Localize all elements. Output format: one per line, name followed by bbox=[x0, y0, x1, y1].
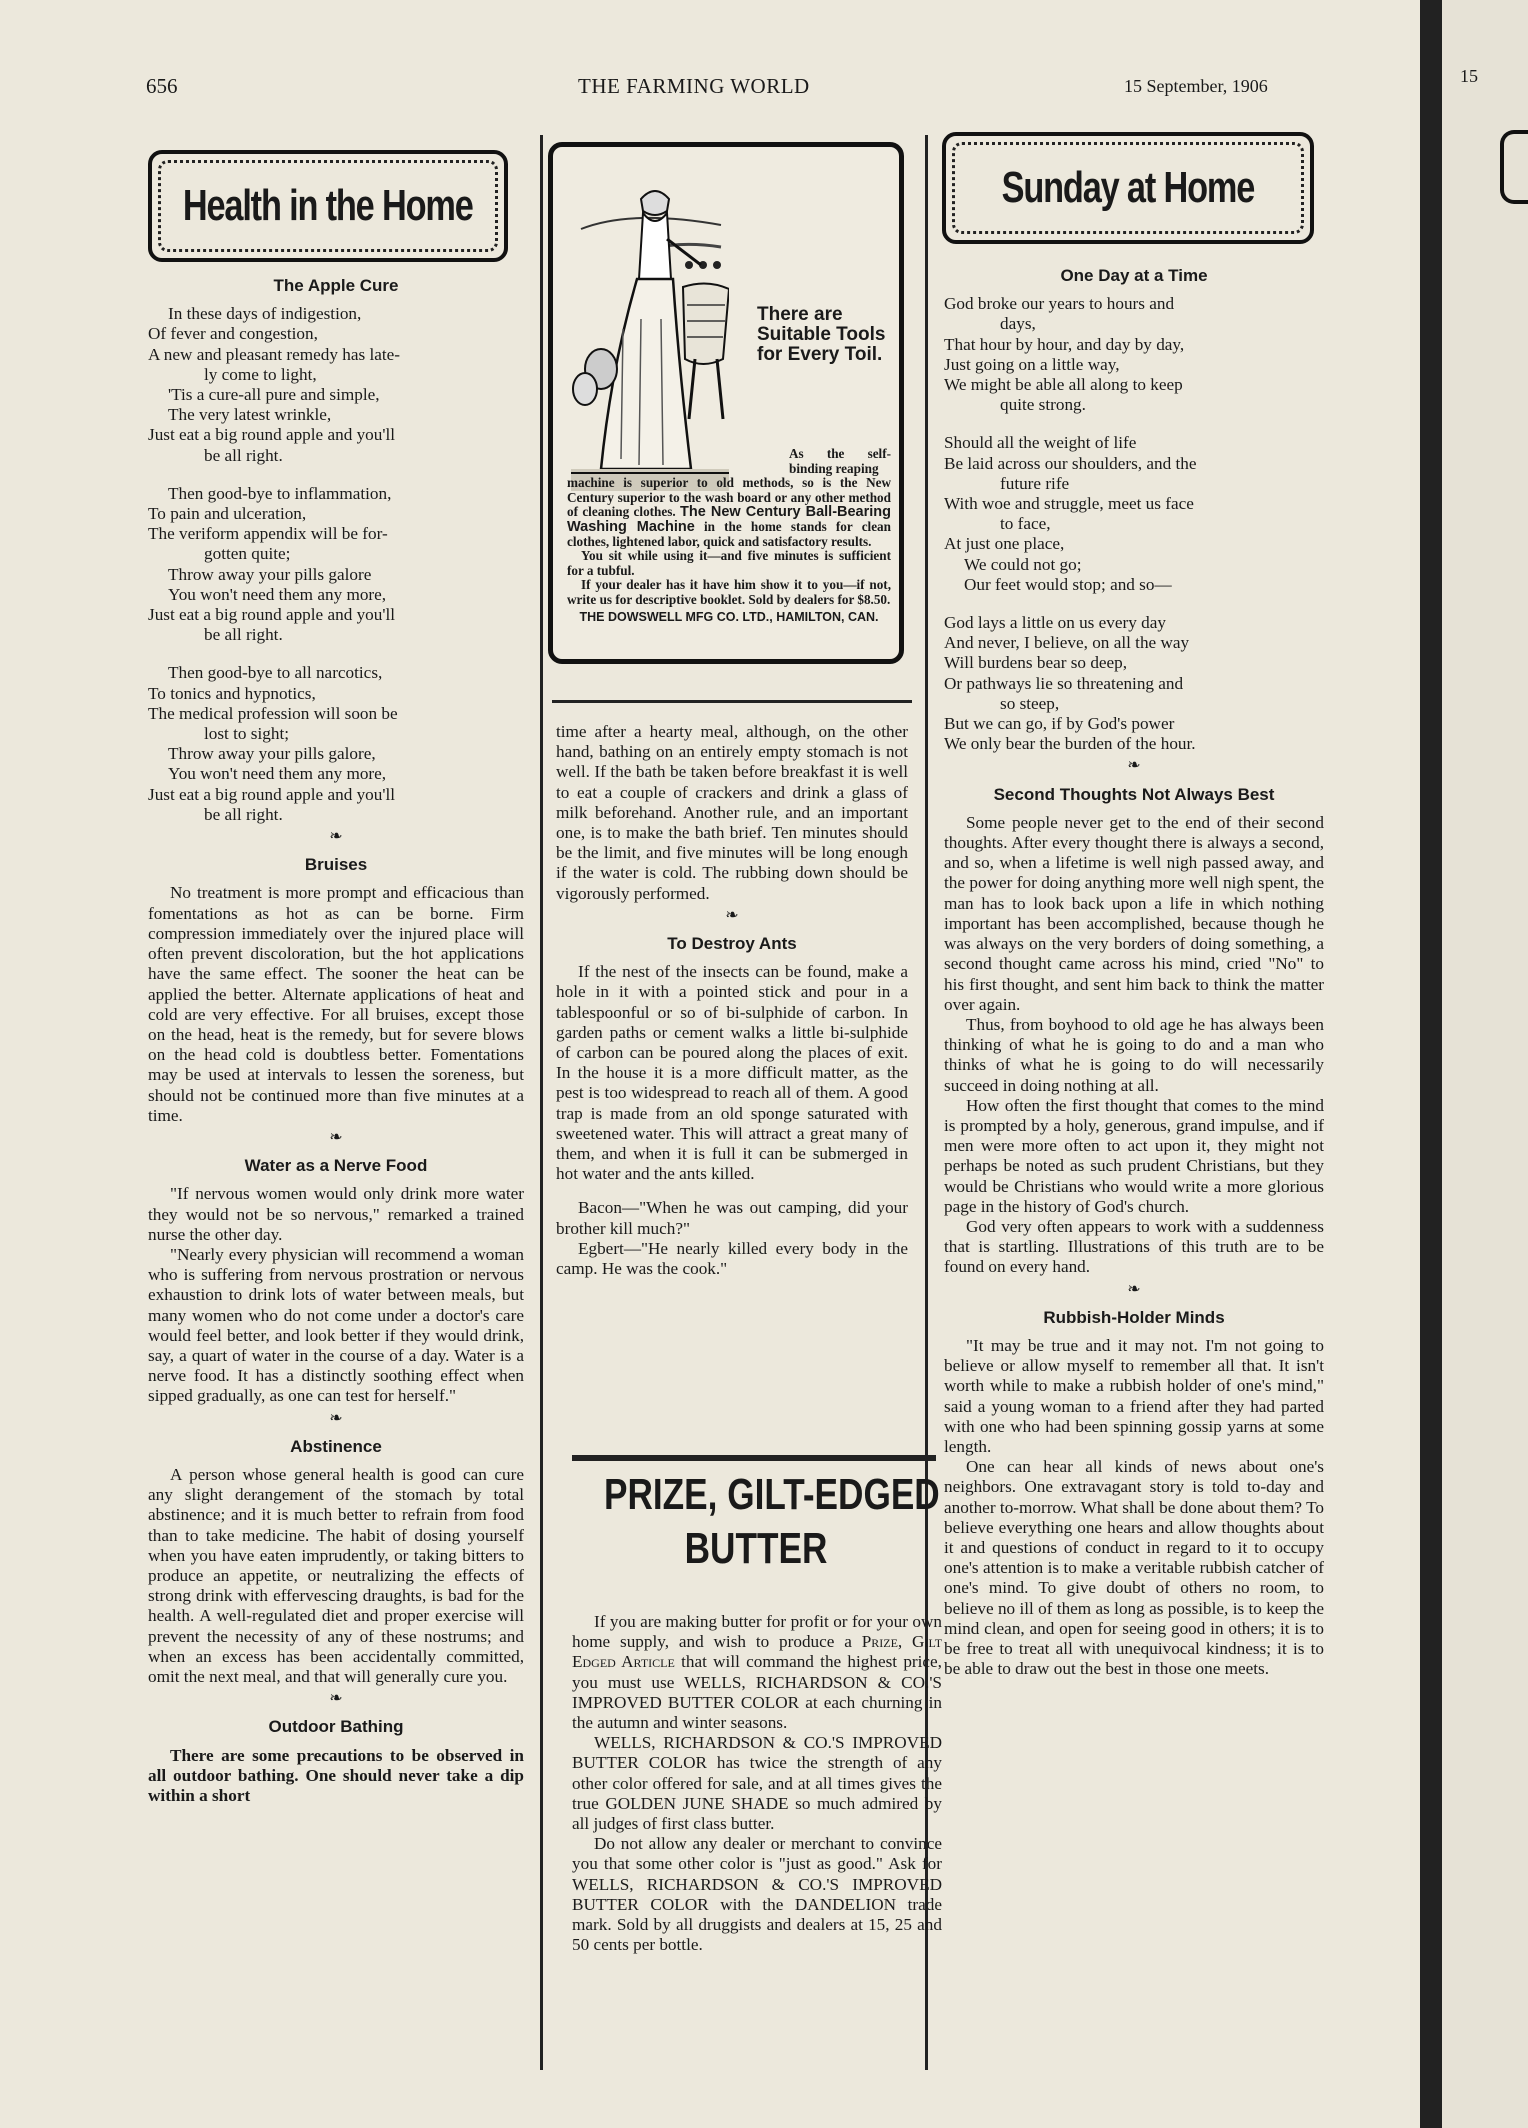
washer-advertisement bbox=[548, 142, 904, 664]
joke-line-1: Bacon—"When he was out camping, did your brother kill much?" bbox=[556, 1198, 908, 1238]
poem-line: be all right. bbox=[204, 804, 283, 824]
washer-lead: As the self-binding reaping bbox=[789, 446, 891, 476]
poem-line: With woe and struggle, meet us face bbox=[944, 494, 1194, 514]
water-para-1: "If nervous women would only drink more water they would not be so nervous," remarked a trained nurse the other day. bbox=[148, 1184, 524, 1244]
poem-line: But we can go, if by God's power bbox=[944, 714, 1175, 734]
second-thoughts-heading: Second Thoughts Not Always Best bbox=[993, 784, 1275, 804]
washer-ad-text bbox=[567, 446, 892, 624]
column-rule-left bbox=[540, 135, 543, 2070]
poem-line: days, bbox=[1000, 314, 1036, 334]
fleuron-icon: ❧ bbox=[1127, 757, 1141, 775]
poem-line: You won't need them any more, bbox=[168, 584, 387, 604]
poem-line: Our feet would stop; and so— bbox=[964, 574, 1172, 594]
poem-line: Just going on a little way, bbox=[944, 354, 1120, 374]
washer-body-1: machine is superior to old methods, so is the New Century superior to the wash board or any other method of cleaning clothes. bbox=[567, 475, 891, 520]
poem-line: Or pathways lie so threatening and bbox=[944, 673, 1184, 693]
washer-body-4: If your dealer has it have him show it to you—if not, write us for descriptive booklet. Sold by dealers for $8.50. bbox=[567, 577, 891, 607]
butter-ad-text bbox=[572, 1612, 942, 1955]
fleuron-icon: ❧ bbox=[329, 828, 343, 846]
poem-line: Just eat a big round apple and you'll bbox=[148, 425, 396, 445]
poem-line: lost to sight; bbox=[204, 724, 289, 744]
outdoor-heading: Outdoor Bathing bbox=[268, 1717, 404, 1737]
bathing-continued-text: time after a hearty meal, although, on the other hand, bathing on an entirely empty stomach is not well. If the bath be taken before breakfast it is well to eat a couple of crackers and drink a glass of milk beforehand. Another rule, and an important one, is to make the bath brief. Ten minutes should be the limit, and five minutes will be long enough if the water is cold. The rubbing down should be vigorously performed. bbox=[556, 722, 908, 903]
poem-line: To tonics and hypnotics, bbox=[148, 683, 316, 703]
poem-line: We could not go; bbox=[964, 554, 1082, 574]
joke-line-2: Egbert—"He nearly killed every body in the camp. He was the cook." bbox=[556, 1238, 908, 1279]
poem-line: Of fever and congestion, bbox=[148, 324, 318, 344]
poem-line: We might be able all along to keep bbox=[944, 375, 1183, 395]
poem-line: Then good-bye to all narcotics, bbox=[168, 663, 383, 683]
fleuron-icon: ❧ bbox=[725, 906, 739, 924]
ants-text: If the nest of the insects can be found, make a hole in it with a pointed stick and pour in a tablespoonful or so of bi-sulphide of carbon. In garden paths or cement walks a little bi-sulphide of carbon can be poured along the places of exit. In the house it is a more difficult matter, as the pest is too widespread to reach all of them. A good trap is made from an old sponge saturated with sweetened water. This will attract a great many of them, and when it is full it can be submerged in hot water and the ants killed. bbox=[556, 962, 908, 1184]
second-para-1: Some people never get to the end of their second thoughts. After every thought there is always a second, and so, when a lifetime is well nigh passed away, and the power for doing anything more well nigh spent, the man has to look back upon a life in which nothing important has been accomplished, because though he was always on the very borders of doing something, a second thought came across his mind, cried "No" to his first thought, and sent him back to think the matter over again. bbox=[944, 812, 1324, 1014]
adjacent-banner-edge bbox=[1500, 130, 1528, 204]
washer-body-2: in the home stands for clean clothes, lightened labor, quick and satisfactory results. bbox=[567, 518, 891, 549]
poem-line: Be laid across our shoulders, and the bbox=[944, 453, 1197, 473]
poem-line: so steep, bbox=[1000, 693, 1060, 713]
butter-para-3: Do not allow any dealer or merchant to convince you that some other color is "just as good." Ask for WELLS, RICHARDSON & CO.'S IMPROVED BUTTER COLOR with the DANDELION trade mark. Sold by all druggists and dealers at 15, 25 and 50 cents per bottle. bbox=[572, 1834, 942, 1955]
apple-cure-heading: The Apple Cure bbox=[273, 276, 399, 295]
fleuron-icon: ❧ bbox=[329, 1128, 343, 1146]
poem-line: Throw away your pills galore bbox=[168, 564, 372, 584]
poem-line: gotten quite; bbox=[204, 544, 291, 564]
one-day-poem bbox=[944, 294, 1324, 754]
butter-para-1 bbox=[572, 1612, 942, 1733]
water-heading: Water as a Nerve Food bbox=[244, 1156, 428, 1176]
apple-cure-poem bbox=[148, 304, 524, 825]
bruises-heading: Bruises bbox=[304, 855, 368, 875]
health-banner-title: Health in the Home bbox=[183, 181, 473, 230]
second-para-3: How often the first thought that comes to the mind is prompted by a holy, generous, grand impulse, and if men were more often to act upon it, they might not perhaps be noted as such prudent Christians, but they would be Christians who would write a more glorious page in the history of God's church. bbox=[944, 1095, 1324, 1216]
butter-para-2: WELLS, RICHARDSON & CO.'S IMPROVED BUTTER COLOR has twice the strength of any other color offered for sale, and at all times gives the true GOLDEN JUNE SHADE so much admired by all judges of first class butter. bbox=[572, 1733, 942, 1834]
poem-line: We only bear the burden of the hour. bbox=[944, 734, 1196, 754]
second-para-2: Thus, from boyhood to old age he has always been thinking of what he is going to do and a man who thinks of what he is going to do will necessarily succeed in doing nothing at all. bbox=[944, 1014, 1324, 1095]
abstinence-heading: Abstinence bbox=[290, 1436, 382, 1456]
poem-line: A new and pleasant remedy has late- bbox=[148, 344, 400, 364]
poem-line: The medical profession will soon be bbox=[148, 703, 398, 723]
poem-line: be all right. bbox=[204, 625, 283, 645]
ad-bottom-rule bbox=[552, 700, 912, 703]
right-column bbox=[944, 262, 1324, 1679]
fleuron-icon: ❧ bbox=[1127, 1280, 1141, 1298]
butter-p1-sc: Prize, Gilt Edged Article bbox=[572, 1632, 943, 1672]
butter-ad-top-rule bbox=[572, 1455, 936, 1461]
poem-line: to face, bbox=[1000, 514, 1051, 534]
poem-line: Throw away your pills galore, bbox=[168, 744, 376, 764]
poem-line: The very latest wrinkle, bbox=[168, 405, 332, 425]
second-para-4: God very often appears to work with a suddenness that is startling. Illustrations of this truth are to be found on every hand. bbox=[944, 1216, 1324, 1277]
butter-p1-a: If you are making butter for profit or for your own home supply, and wish to produce a bbox=[572, 1612, 942, 1652]
rubbish-para-2: One can hear all kinds of news about one's neighbors. One extravagant story is told to-day and another to-morrow. What shall be done about them? To believe everything one hears and allow thoughts about it and questions of conduct in regard to it to occupy one's attention is to make a veritable rubbish catcher of one's mind. To give doubt of others no room, to believe no ill of them as long as possible, is to keep the mind clean, and open for seeing good in others; it is to be free to treat all with unequivocal kindness; it is to be able to draw out the best in those one meets. bbox=[944, 1457, 1324, 1679]
poem-line: You won't need them any more, bbox=[168, 764, 387, 784]
health-banner bbox=[148, 150, 508, 262]
ants-heading: To Destroy Ants bbox=[667, 934, 797, 954]
poem-line: ly come to light, bbox=[204, 364, 317, 384]
butter-headline-1: PRIZE, GILT-EDGED bbox=[604, 1470, 940, 1519]
poem-line: quite strong. bbox=[1000, 395, 1086, 415]
butter-p1-b: that will command the highest price, you must use WELLS, RICHARDSON & CO.'S IMPROVED BUTTER COLOR at each churning in the autumn and winter seasons. bbox=[572, 1652, 942, 1733]
abstinence-text: A person whose general health is good can cure any slight derangement of the stomach by total abstinence; and it is much better to refrain from food than to take medicine. The habit of dosing yourself when you have eaten imprudently, or taking bitters to produce an appetite, or neutralizing the effects of strong drink with effervescing draughts, is bad for the health. A well-regulated diet and proper exercise will prevent the necessity of any of these nostrums; and when an excess has been accidentally committed, omit the next meal, and that will generally cure you. bbox=[148, 1464, 524, 1686]
poem-line: Then good-bye to inflammation, bbox=[168, 483, 392, 503]
sunday-banner-title: Sunday at Home bbox=[1001, 163, 1255, 212]
page-gutter bbox=[1420, 0, 1442, 2128]
poem-line: future rife bbox=[1000, 473, 1070, 493]
left-column bbox=[148, 272, 524, 1806]
poem-line: God lays a little on us every day bbox=[944, 613, 1166, 633]
poem-line: And never, I believe, on all the way bbox=[944, 633, 1190, 653]
fleuron-icon: ❧ bbox=[329, 1409, 343, 1427]
sunday-banner bbox=[942, 132, 1314, 244]
poem-line: 'Tis a cure-all pure and simple, bbox=[168, 385, 380, 405]
washer-machine-name: The New Century Ball-Bearing Washing Machine bbox=[567, 504, 892, 535]
next-page-number: 15 bbox=[1460, 66, 1478, 86]
butter-headline-2: BUTTER bbox=[684, 1524, 828, 1573]
washer-body-3: You sit while using it—and five minutes is sufficient for a tubful. bbox=[567, 548, 891, 578]
washer-tagline: There are Suitable Tools for Every Toil. bbox=[757, 304, 886, 365]
poem-line: Just eat a big round apple and you'll bbox=[148, 784, 396, 804]
poem-line: In these days of indigestion, bbox=[168, 304, 362, 324]
adjacent-page-edge bbox=[1442, 0, 1528, 2128]
washer-company: THE DOWSWELL MFG CO. LTD., HAMILTON, CAN. bbox=[579, 609, 879, 624]
water-para-2: "Nearly every physician will recommend a woman who is suffering from nervous prostration or nervous exhaustion to drink lots of water between meals, but many women who do not come under a doctor's care would feel better, and look better if they would drink, say, a quart of water in the course of a day. Water is a nerve food. It has a distinctly soothing effect when sipped gradually, as one can test for herself." bbox=[148, 1244, 524, 1406]
poem-line: be all right. bbox=[204, 445, 283, 465]
fleuron-icon: ❧ bbox=[329, 1690, 343, 1708]
rubbish-para-1: "It may be true and it may not. I'm not going to believe or allow myself to remember all that. It isn't worth while to make a rubbish holder of one's mind," said a young woman to a friend after they had parted with one who had been spinning gossip yarns at some length. bbox=[944, 1335, 1324, 1456]
poem-line: Just eat a big round apple and you'll bbox=[148, 605, 396, 625]
middle-column bbox=[556, 722, 908, 1279]
poem-line: The veriform appendix will be for- bbox=[148, 524, 388, 544]
poem-line: At just one place, bbox=[944, 534, 1065, 554]
bruises-text: No treatment is more prompt and efficacious than fomentations as hot as can be borne. Firm compression immediately over the injured place will often prevent discoloration, but the hot applications have the same effect. The sooner the heat can be applied the better. Alternate applications of heat and cold are very effective. For all bruises, except those on the head, heat is the remedy, but for severe blows on the head cold is doubtless better. Fomentations may be used at intervals to lessen the soreness, but should not be continued more than five minutes at a time. bbox=[148, 883, 524, 1125]
butter-ad-headline bbox=[566, 1468, 946, 1576]
outdoor-text: There are some precautions to be observed in all outdoor bathing. One should never take a dip within a short bbox=[148, 1745, 524, 1806]
publication-title: THE FARMING WORLD bbox=[578, 74, 810, 98]
rubbish-heading: Rubbish-Holder Minds bbox=[1043, 1307, 1225, 1327]
poem-line: Will burdens bear so deep, bbox=[944, 653, 1128, 673]
page-number: 656 bbox=[146, 74, 178, 98]
poem-line: Should all the weight of life bbox=[944, 433, 1137, 453]
poem-line: That hour by hour, and day by day, bbox=[944, 334, 1185, 354]
poem-line: God broke our years to hours and bbox=[944, 294, 1175, 314]
poem-line: To pain and ulceration, bbox=[148, 504, 307, 524]
issue-date: 15 September, 1906 bbox=[1124, 76, 1268, 96]
woman-with-washer-illustration bbox=[571, 169, 729, 491]
one-day-heading: One Day at a Time bbox=[1060, 266, 1208, 285]
